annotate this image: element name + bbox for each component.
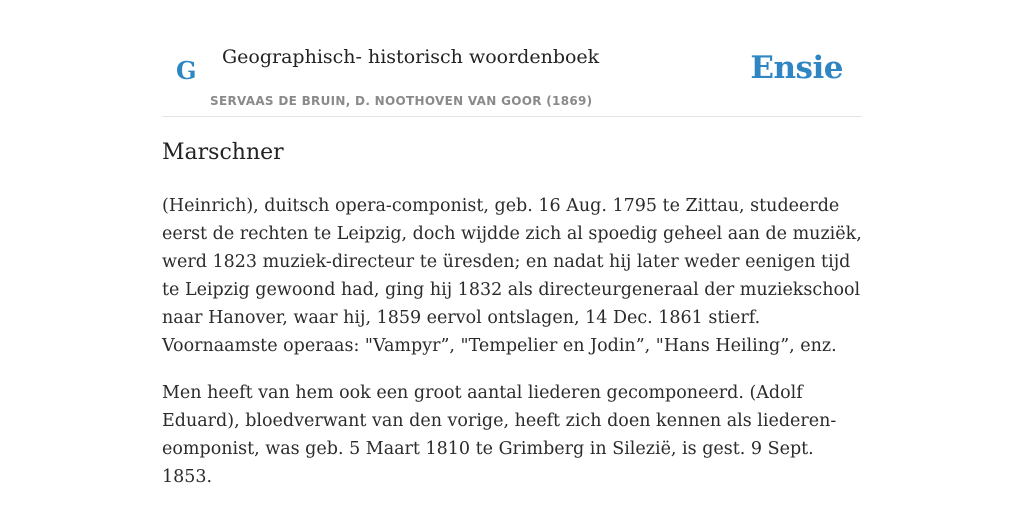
entry-title: Marschner — [162, 140, 284, 165]
book-title-link[interactable]: Geographisch- historisch woordenboek — [222, 46, 600, 68]
entry-paragraph: Men heeft van hem ook een groot aantal liederen gecomponeerd. (Adolf Eduard), bloedverwant van den vorige, heeft zich doen kennen als liederen-eomponist, was geb. 5 Maart 1810 te Grimberg in Silezië, is gest. 9 Sept. 1853. — [162, 383, 837, 487]
page — [162, 0, 862, 512]
book-authors: SERVAAS DE BRUIN, D. NOOTHOVEN VAN GOOR (1869) — [210, 94, 593, 108]
book-logo-icon[interactable]: G — [176, 56, 197, 85]
entry-paragraph: (Heinrich), duitsch opera-componist, geb. 16 Aug. 1795 te Zittau, studeerde eerst de rechten te Leipzig, doch wijdde zich al spoedig geheel aan de muziëk, werd 1823 muziek-directeur te üresden; en nadat hij later weder eenigen tijd te Leipzig gewoond had, ging hij 1832 als directeurgeneraal der muziekschool naar Hanover, waar hij, 1859 eervol ontslagen, 14 Dec. 1861 stierf. Voornaamste operaas: "Vampyr”, "Tempelier en Jodin”, "Hans Heiling”, enz. — [162, 196, 862, 356]
ensie-logo-link[interactable]: Ensie — [750, 50, 843, 86]
entry-body — [162, 192, 862, 510]
page-header — [162, 0, 862, 117]
